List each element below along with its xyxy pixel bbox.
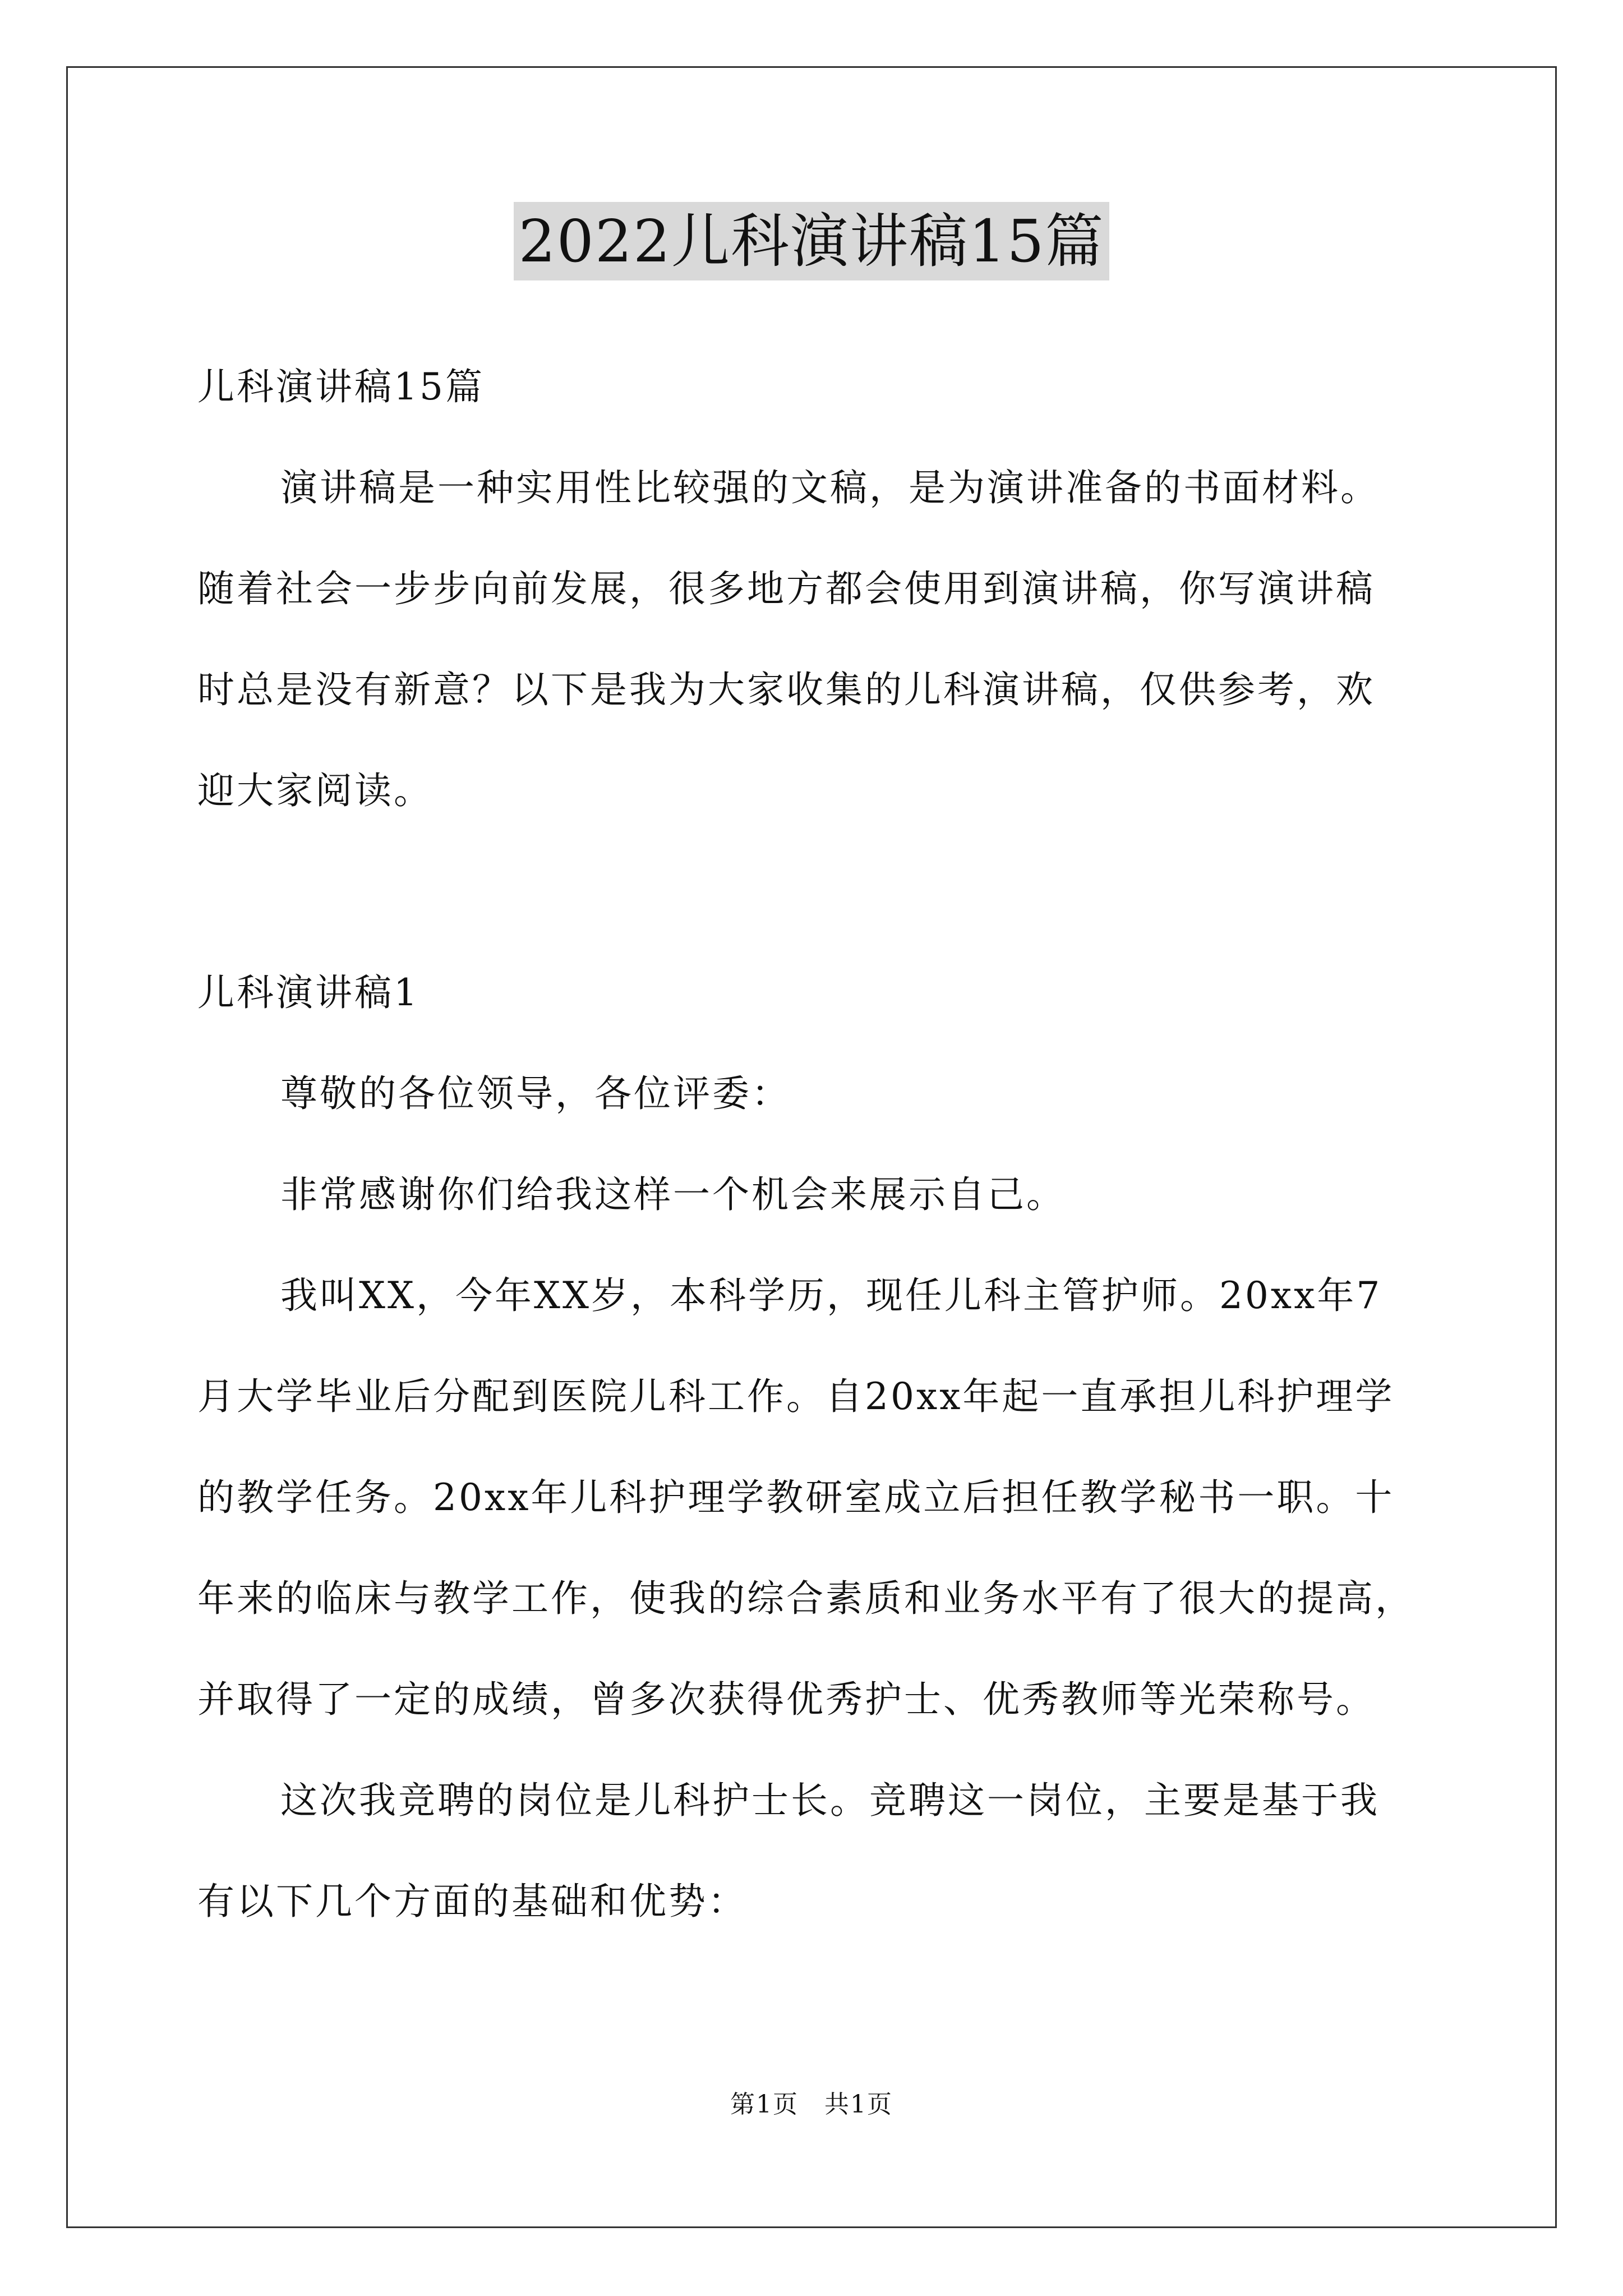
paragraph-line: 时总是没有新意？以下是我为大家收集的儿科演讲稿，仅供参考，欢 — [197, 668, 1375, 711]
section-heading: 儿科演讲稿1 — [197, 971, 419, 1014]
paragraph-line: 演讲稿是一种实用性比较强的文稿，是为演讲准备的书面材料。 — [280, 466, 1380, 509]
paragraph-line: 尊敬的各位领导，各位评委： — [280, 1072, 791, 1115]
title-block — [0, 202, 1623, 280]
document-title: 2022儿科演讲稿15篇 — [514, 202, 1109, 280]
paragraph-line: 迎大家阅读。 — [197, 769, 433, 812]
paragraph-line: 年来的临床与教学工作，使我的综合素质和业务水平有了很大的提高， — [197, 1577, 1414, 1620]
subtitle-line: 儿科演讲稿15篇 — [197, 365, 485, 408]
paragraph-line: 的教学任务。20xx年儿科护理学教研室成立后担任教学秘书一职。十 — [197, 1476, 1395, 1519]
paragraph-line: 我叫XX，今年XX岁，本科学历，现任儿科主管护师。20xx年7 — [280, 1274, 1382, 1317]
paragraph-line: 这次我竞聘的岗位是儿科护士长。竞聘这一岗位，主要是基于我 — [280, 1779, 1380, 1822]
paragraph-line: 并取得了一定的成绩，曾多次获得优秀护士、优秀教师等光荣称号。 — [197, 1678, 1375, 1721]
page-footer: 第1页 共1页 — [730, 2090, 893, 2119]
blank-line — [197, 841, 1465, 942]
paragraph-line: 非常感谢你们给我这样一个机会来展示自己。 — [280, 1173, 1066, 1216]
paragraph-line: 有以下几个方面的基础和优势： — [197, 1880, 747, 1923]
paragraph-line: 月大学毕业后分配到医院儿科工作。自20xx年起一直承担儿科护理学 — [197, 1375, 1395, 1418]
document-body — [197, 337, 1465, 1952]
paragraph-line: 随着社会一步步向前发展，很多地方都会使用到演讲稿，你写演讲稿 — [197, 567, 1375, 610]
